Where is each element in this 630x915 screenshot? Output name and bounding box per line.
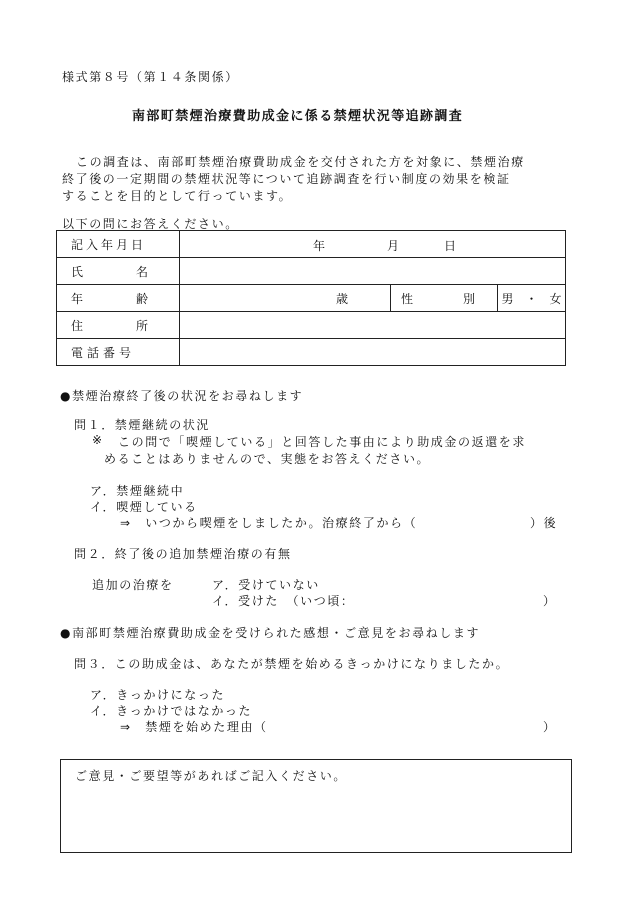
address-label: 住 所: [57, 312, 180, 339]
gender-label: 性 別: [391, 285, 498, 312]
date-field[interactable]: [180, 231, 566, 258]
year-unit: 年: [313, 239, 326, 253]
phone-field[interactable]: [180, 339, 566, 366]
page-title: 南部町禁煙治療費助成金に係る禁煙状況等追跡調査: [132, 109, 464, 124]
date-label: 記入年月日: [57, 231, 180, 258]
q1-note-line-2: めることはありませんので、実態をお答えください。: [104, 452, 431, 466]
comment-box-label: ご意見・ご要望等があればご記入ください。: [75, 769, 348, 783]
address-field[interactable]: [180, 312, 566, 339]
q3-option-a[interactable]: ア．きっかけになった: [90, 688, 226, 702]
q3-followup-end: ）: [543, 720, 557, 734]
name-row: [57, 258, 566, 285]
intro-line-2: 終了後の一定期間の禁煙状況等について追跡調査を行い制度の効果を検証: [62, 172, 511, 186]
date-row: [57, 231, 566, 258]
q2-option-b-end: ）: [543, 594, 557, 608]
comment-box[interactable]: [60, 759, 572, 853]
name-label: 氏 名: [57, 258, 180, 285]
q1-followup-end: ）後: [530, 516, 558, 530]
instruction-text: 以下の問にお答えください。: [62, 217, 239, 231]
month-unit: 月: [387, 239, 400, 253]
q2-option-b[interactable]: イ．受けた （いつ頃：: [212, 594, 355, 608]
q1-option-a[interactable]: ア．禁煙継続中: [90, 484, 185, 498]
q3-title: 問３．この助成金は、あなたが禁煙を始めるきっかけになりましたか。: [74, 657, 510, 671]
q2-title: 問２．終了後の追加禁煙治療の有無: [74, 547, 292, 561]
q2-label: 追加の治療を: [92, 578, 174, 592]
q1-note-line-1: この問で「喫煙している」と回答した事由により助成金の返還を求: [118, 435, 527, 449]
q1-title: 問１．禁煙継続の状況: [74, 418, 211, 432]
day-unit: 日: [444, 239, 457, 253]
address-row: [57, 312, 566, 339]
q2-option-a[interactable]: ア．受けていない: [212, 578, 320, 592]
intro-line-1: この調査は、南部町禁煙治療費助成金を交付された方を対象に、禁煙治療: [76, 155, 525, 169]
q1-note-mark: ※: [92, 433, 104, 447]
q1-option-b[interactable]: イ．喫煙している: [90, 500, 198, 514]
section2-heading: ●南部町禁煙治療費助成金を受けられた感想・ご意見をお尋ねします: [60, 626, 481, 640]
age-gender-row: [57, 285, 566, 312]
intro-line-3: することを目的として行っています。: [62, 189, 293, 203]
phone-row: [57, 339, 566, 366]
form-number: 様式第８号（第１４条関係）: [62, 70, 239, 84]
age-unit: 歳: [335, 291, 348, 306]
age-label: 年 齢: [57, 285, 180, 312]
q3-option-b[interactable]: イ．きっかけではなかった: [90, 704, 253, 718]
phone-label: 電話番号: [57, 339, 180, 366]
q1-followup: ⇒ いつから喫煙をしましたか。治療終了から（: [120, 516, 418, 530]
q3-followup: ⇒ 禁煙を始めた理由（: [120, 720, 268, 734]
respondent-info-table: [56, 230, 566, 366]
gender-options[interactable]: 男 ・ 女: [498, 285, 566, 312]
age-field[interactable]: [180, 285, 391, 312]
section1-heading: ●禁煙治療終了後の状況をお尋ねします: [60, 389, 304, 403]
name-field[interactable]: [180, 258, 566, 285]
